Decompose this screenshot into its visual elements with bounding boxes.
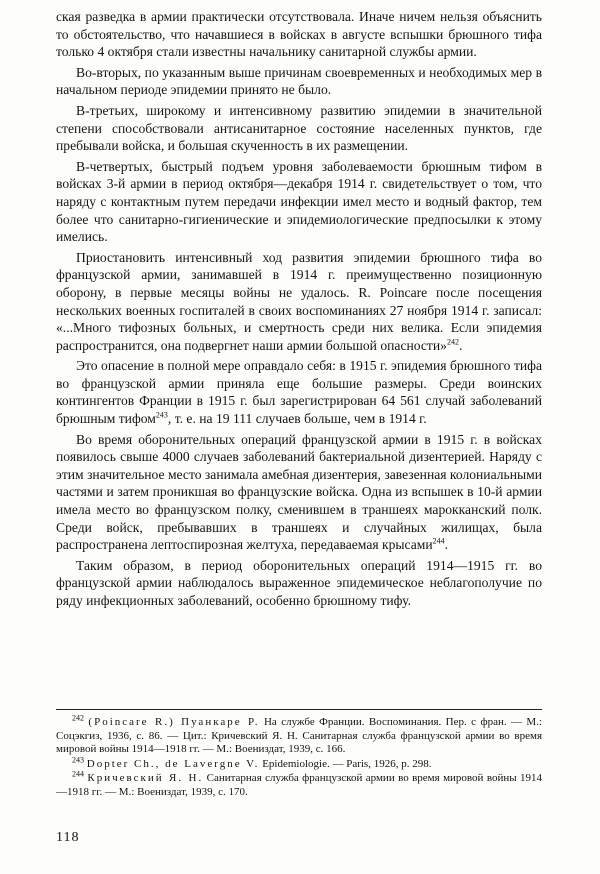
footnote-ref[interactable]: 244 [432,536,445,546]
page-number: 118 [56,830,80,845]
footnote-ref[interactable]: 243 [155,410,168,420]
paragraph: В-третьих, широкому и интенсивному развитию эпидемии в значительной степени способствовали антисанитарное состояние населенных пунктов, где пребывали войска, и большая скученность в их размещении. [56,102,542,154]
footnote-ref[interactable]: 242 [446,337,459,347]
footnote-author: Dopter Ch., de Lavergne V. [86,757,260,770]
footnote-author: Кричевский Я. Н. [87,772,204,785]
paragraph: Во время оборонительных операций французской армии в 1915 г. в войсках появилось свыше 4000 случаев заболеваний бактериальной дизентерией. Наряду с этим значительное место занимала амебная дизентерия, завезенная колониальными частями и затем проникшая во французские войска. Одна из вспышек в 10-й армии имела место во французском полку, сменившем в траншеях марокканский полк. Среди войск, пребывавших в траншеях и случайных жилищах, была распространена лептоспирозная желтуха, передаваемая крысами$^{244}$. [56,431,542,553]
paragraph: В-четвертых, быстрый подъем уровня заболеваемости брюшным тифом в войсках 3-й армии в период октября—декабря 1914 г. свидетельствует о том, что наряду с контактным путем передачи инфекции имел место и водный фактор, тем более что санитарно-гигиенические и эпидемиологические предпосылки к этому имелись. [56,158,542,245]
paragraph: Таким образом, в период оборонительных операций 1914—1915 гг. во французской армии наблюдалось выраженное эпидемическое неблагополучие по ряду инфекционных заболеваний, особенно брюшному тифу. [56,557,542,608]
footnote: $^{243}$ Dopter Ch., de Lavergne V. Epidemiologie. — Paris, 1926, p. 298. [72,755,432,770]
paragraph: Приостановить интенсивный ход развития эпидемии брюшного тифа во французской армии, занимавшей в 1914 г. преимущественно позиционную оборону, в первые месяцы войны не удалось. R. Poincare после посещения нескольких военных госпиталей в своих воспоминаниях 27 ноября 1914 г. записал: «...Много тифозных больных, и смертность среди них велика. Если эпидемия распространится, она подвергнет наши армии большой опасности»$^{242}$. [56,249,542,353]
paragraph: ская разведка в армии практически отсутствовала. Иначе ничем нельзя объяснить то обстоятельство, что начавшиеся в войсках в августе вспышки брюшного тифа только 4 октября стали известны начальнику санитарной службы армии. [56,9,542,60]
page-body [56,8,542,613]
footnote-number: 244 [72,769,84,779]
footnote-number: 243 [72,755,84,765]
footnote-author: (Poincare R.) Пуанкаре Р. [88,716,260,728]
paragraph: Это опасение в полной мере оправдало себя: в 1915 г. эпидемия брюшного тифа во французской армии приняла еще большие размеры. Среди воинских контингентов Франции в 1915 г. был зарегистрирован 64 561 случай заболеваний брюшным тифом$^{243}$, т. е. на 19 111 случаев больше, чем в 1914 г. [56,358,542,427]
footnote-number: 242 [72,713,84,723]
footnotes-section [56,709,542,801]
paragraph: Во-вторых, по указанным выше причинам своевременных и необходимых мер в начальном периоде эпидемии принято не было. [56,64,542,98]
footnote: $^{244}$ Кричевский Я. Н. Санитарная служба французской армии во время мировой войны 1914—1918 гг. — М.: Воениздат, 1939, с. 170. [56,769,542,798]
footnote: $^{242}$ (Poincare R.) Пуанкаре Р. На службе Франции. Воспоминания. Пер. с фран. — М.: Соцэкгиз, 1936, с. 86. — Цит.: Кричевский Я. Н. Санитарная служба французской армии во время мировой войны 1914—1918 гг. — М.: Воениздат, 1939, с. 166. [56,713,543,756]
